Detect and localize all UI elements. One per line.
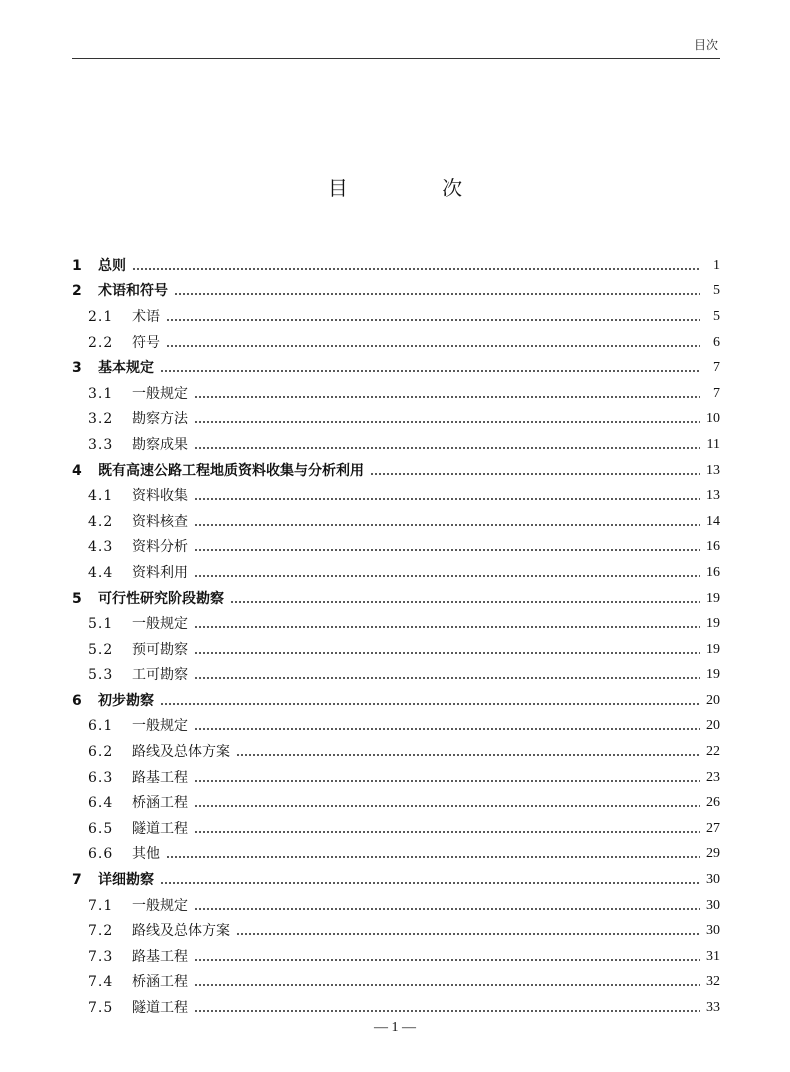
entry-page-number: 20 [706,718,720,734]
dot-leader [194,780,700,782]
entry-number: 2 [72,283,82,300]
entry-title: 预可勘察 [132,641,188,658]
page-title: 目 次 [327,176,507,200]
entry-title: 桥涵工程 [132,974,188,991]
entry-page-number: 30 [706,872,720,888]
toc-section-entry[interactable] [72,893,720,919]
entry-title: 资料收集 [132,488,188,505]
header-rule [72,58,720,59]
entry-title: 一般规定 [132,385,188,402]
entry-page-number: 33 [706,1000,720,1016]
entry-number: 6.6 [88,846,114,863]
dot-leader [194,959,700,961]
dot-leader [194,677,700,679]
entry-title: 符号 [132,334,160,351]
entry-page-number: 16 [706,564,720,580]
entry-number: 6.5 [88,820,114,837]
entry-page-number: 19 [706,667,720,683]
entry-page-number: 19 [706,616,720,632]
entry-number: 5.2 [88,641,114,658]
entry-title: 基本规定 [98,360,154,377]
entry-title: 资料分析 [132,539,188,556]
dot-leader [194,626,700,628]
running-header: 目次 [693,38,718,52]
dot-leader [132,268,700,270]
toc-section-entry[interactable] [72,483,720,509]
toc-chapter-entry[interactable] [72,458,720,484]
dot-leader [194,652,700,654]
dot-leader [194,396,700,398]
dot-leader [194,498,700,500]
entry-title: 详细勘察 [98,872,154,889]
dot-leader [194,728,700,730]
entry-page-number: 11 [706,436,720,452]
entry-title: 路基工程 [132,769,188,786]
toc-section-entry[interactable] [72,970,720,996]
entry-title: 路线及总体方案 [132,744,230,761]
entry-title: 路线及总体方案 [132,923,230,940]
entry-title: 资料利用 [132,564,188,581]
entry-number: 4 [72,462,82,479]
dot-leader [230,601,700,603]
entry-page-number: 5 [713,283,720,299]
toc-chapter-entry[interactable] [72,867,720,893]
toc-section-entry[interactable] [72,842,720,868]
dot-leader [166,345,700,347]
entry-page-number: 20 [706,692,720,708]
entry-title: 勘察成果 [132,436,188,453]
entry-page-number: 13 [706,462,720,478]
toc-chapter-entry[interactable] [72,355,720,381]
entry-number: 3.2 [88,411,114,428]
toc-section-entry[interactable] [72,663,720,689]
entry-number: 2.1 [88,308,114,325]
dot-leader [166,856,700,858]
toc-section-entry[interactable] [72,637,720,663]
entry-page-number: 6 [713,334,720,350]
toc-section-entry[interactable] [72,816,720,842]
entry-page-number: 5 [713,308,720,324]
toc-list [72,253,720,1021]
entry-title: 初步勘察 [98,692,154,709]
dot-leader [236,933,700,935]
entry-page-number: 30 [706,897,720,913]
entry-number: 6.4 [88,795,114,812]
toc-section-entry[interactable] [72,509,720,535]
entry-number: 6.2 [88,744,114,761]
toc-section-entry[interactable] [72,918,720,944]
entry-title: 桥涵工程 [132,795,188,812]
entry-number: 4.4 [88,564,114,581]
entry-number: 1 [72,257,82,274]
entry-page-number: 16 [706,539,720,555]
toc-section-entry[interactable] [72,432,720,458]
entry-page-number: 30 [706,923,720,939]
toc-section-entry[interactable] [72,560,720,586]
entry-page-number: 1 [713,257,720,273]
dot-leader [194,984,700,986]
entry-title: 隧道工程 [132,1000,188,1017]
entry-title: 勘察方法 [132,411,188,428]
entry-number: 5.1 [88,616,114,633]
entry-page-number: 29 [706,846,720,862]
dot-leader [166,319,700,321]
toc-chapter-entry[interactable] [72,279,720,305]
entry-number: 7.1 [88,897,114,914]
dot-leader [194,524,700,526]
entry-page-number: 27 [706,820,720,836]
dot-leader [160,703,700,705]
dot-leader [194,575,700,577]
toc-section-entry[interactable] [72,790,720,816]
entry-number: 3.1 [88,385,114,402]
toc-section-entry[interactable] [72,407,720,433]
dot-leader [194,421,700,423]
dot-leader [174,293,700,295]
entry-page-number: 22 [706,744,720,760]
entry-title: 一般规定 [132,718,188,735]
dot-leader [370,473,700,475]
entry-number: 5 [72,590,82,607]
page-number: — 1 — [374,1020,416,1035]
toc-section-entry[interactable] [72,714,720,740]
entry-title: 一般规定 [132,616,188,633]
entry-page-number: 26 [706,795,720,811]
entry-title: 隧道工程 [132,820,188,837]
dot-leader [194,1010,700,1012]
entry-page-number: 7 [713,385,720,401]
entry-title: 工可勘察 [132,667,188,684]
entry-title: 其他 [132,846,160,863]
toc-chapter-entry[interactable] [72,688,720,714]
entry-number: 5.3 [88,667,114,684]
toc-chapter-entry[interactable] [72,253,720,279]
toc-section-entry[interactable] [72,304,720,330]
entry-page-number: 7 [713,360,720,376]
toc-section-entry[interactable] [72,995,720,1021]
dot-leader [194,908,700,910]
toc-chapter-entry[interactable] [72,586,720,612]
dot-leader [194,831,700,833]
entry-number: 7 [72,872,82,889]
entry-number: 4.3 [88,539,114,556]
toc-section-entry[interactable] [72,739,720,765]
entry-title: 路基工程 [132,948,188,965]
entry-page-number: 31 [706,948,720,964]
dot-leader [194,549,700,551]
dot-leader [194,447,700,449]
dot-leader [160,882,700,884]
entry-number: 6 [72,692,82,709]
entry-number: 7.5 [88,1000,114,1017]
entry-number: 7.4 [88,974,114,991]
entry-page-number: 19 [706,641,720,657]
toc-section-entry[interactable] [72,944,720,970]
entry-number: 3.3 [88,436,114,453]
entry-page-number: 13 [706,488,720,504]
dot-leader [236,754,700,756]
entry-number: 4.2 [88,513,114,530]
entry-number: 4.1 [88,488,114,505]
entry-number: 6.1 [88,718,114,735]
entry-number: 7.3 [88,948,114,965]
entry-title: 一般规定 [132,897,188,914]
entry-page-number: 32 [706,974,720,990]
toc-section-entry[interactable] [72,611,720,637]
toc-section-entry[interactable] [72,330,720,356]
entry-number: 7.2 [88,923,114,940]
entry-page-number: 10 [706,411,720,427]
dot-leader [194,805,700,807]
entry-title: 总则 [98,257,126,274]
entry-title: 术语和符号 [98,283,168,300]
entry-page-number: 23 [706,769,720,785]
toc-section-entry[interactable] [72,535,720,561]
entry-title: 既有高速公路工程地质资料收集与分析利用 [98,462,364,479]
entry-page-number: 19 [706,590,720,606]
entry-number: 6.3 [88,769,114,786]
toc-section-entry[interactable] [72,381,720,407]
dot-leader [160,370,700,372]
entry-page-number: 14 [706,513,720,529]
entry-title: 资料核查 [132,513,188,530]
entry-number: 3 [72,360,82,377]
entry-title: 术语 [132,308,160,325]
toc-section-entry[interactable] [72,765,720,791]
entry-number: 2.2 [88,334,114,351]
entry-title: 可行性研究阶段勘察 [98,590,224,607]
